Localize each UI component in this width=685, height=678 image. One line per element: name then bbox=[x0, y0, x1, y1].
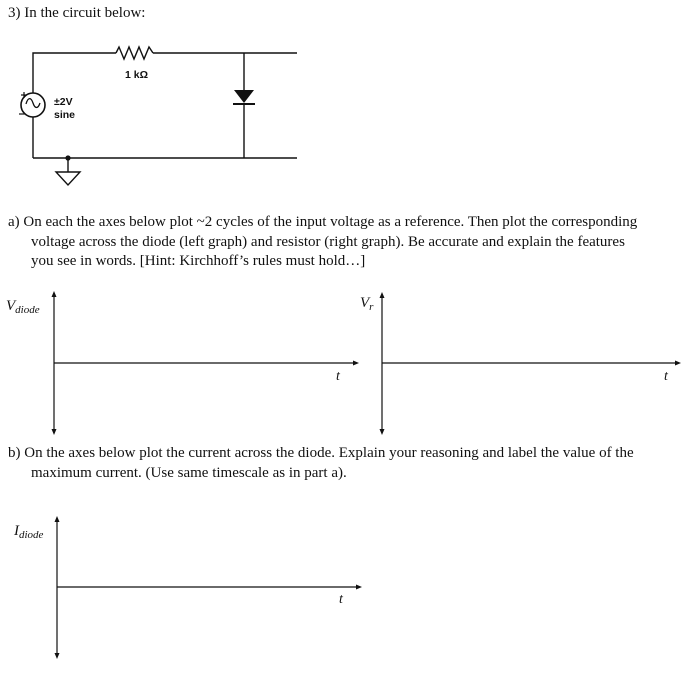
part-b-line1: b) On the axes below plot the current across the diode. Explain your reasoning and label the value of the bbox=[8, 445, 634, 461]
part-a-line1: a) On each the axes below plot ~2 cycles of the input voltage as a reference. Then plot the corresponding bbox=[8, 214, 638, 230]
junction-dot bbox=[65, 155, 70, 160]
ac-source-icon bbox=[19, 92, 45, 117]
source-type-label: sine bbox=[54, 109, 76, 121]
vdiode-t-label: t bbox=[336, 369, 340, 384]
vdiode-sub: diode bbox=[15, 304, 40, 316]
vdiode-y-label bbox=[6, 298, 40, 316]
part-a-line3: you see in words. [Hint: Kirchhoff’s rules must hold…] bbox=[31, 253, 366, 269]
idiode-t-label: t bbox=[339, 592, 343, 607]
idiode-var: I bbox=[14, 523, 19, 539]
vr-sub: r bbox=[369, 301, 374, 313]
vr-y-label bbox=[360, 295, 373, 313]
wire-top-left bbox=[33, 53, 116, 93]
ground-icon bbox=[56, 172, 80, 185]
resistor-label: 1 kΩ bbox=[125, 69, 149, 81]
part-b-line2: maximum current. (Use same timescale as in part a). bbox=[31, 464, 347, 481]
question-header: 3) In the circuit below: bbox=[8, 5, 146, 21]
source-amplitude-label: ±2V bbox=[54, 96, 73, 108]
vdiode-var: V bbox=[6, 298, 16, 314]
idiode-sub: diode bbox=[19, 529, 44, 541]
vr-var: V bbox=[360, 295, 370, 311]
vr-t-label: t bbox=[664, 369, 668, 384]
part-a-line2: voltage across the diode (left graph) and resistor (right graph). Be accurate and explain the features bbox=[31, 233, 625, 250]
resistor bbox=[116, 47, 153, 59]
part-a-text bbox=[8, 213, 684, 272]
part-b-text bbox=[8, 444, 684, 483]
idiode-y-label bbox=[14, 523, 43, 541]
diode-triangle bbox=[234, 90, 254, 103]
